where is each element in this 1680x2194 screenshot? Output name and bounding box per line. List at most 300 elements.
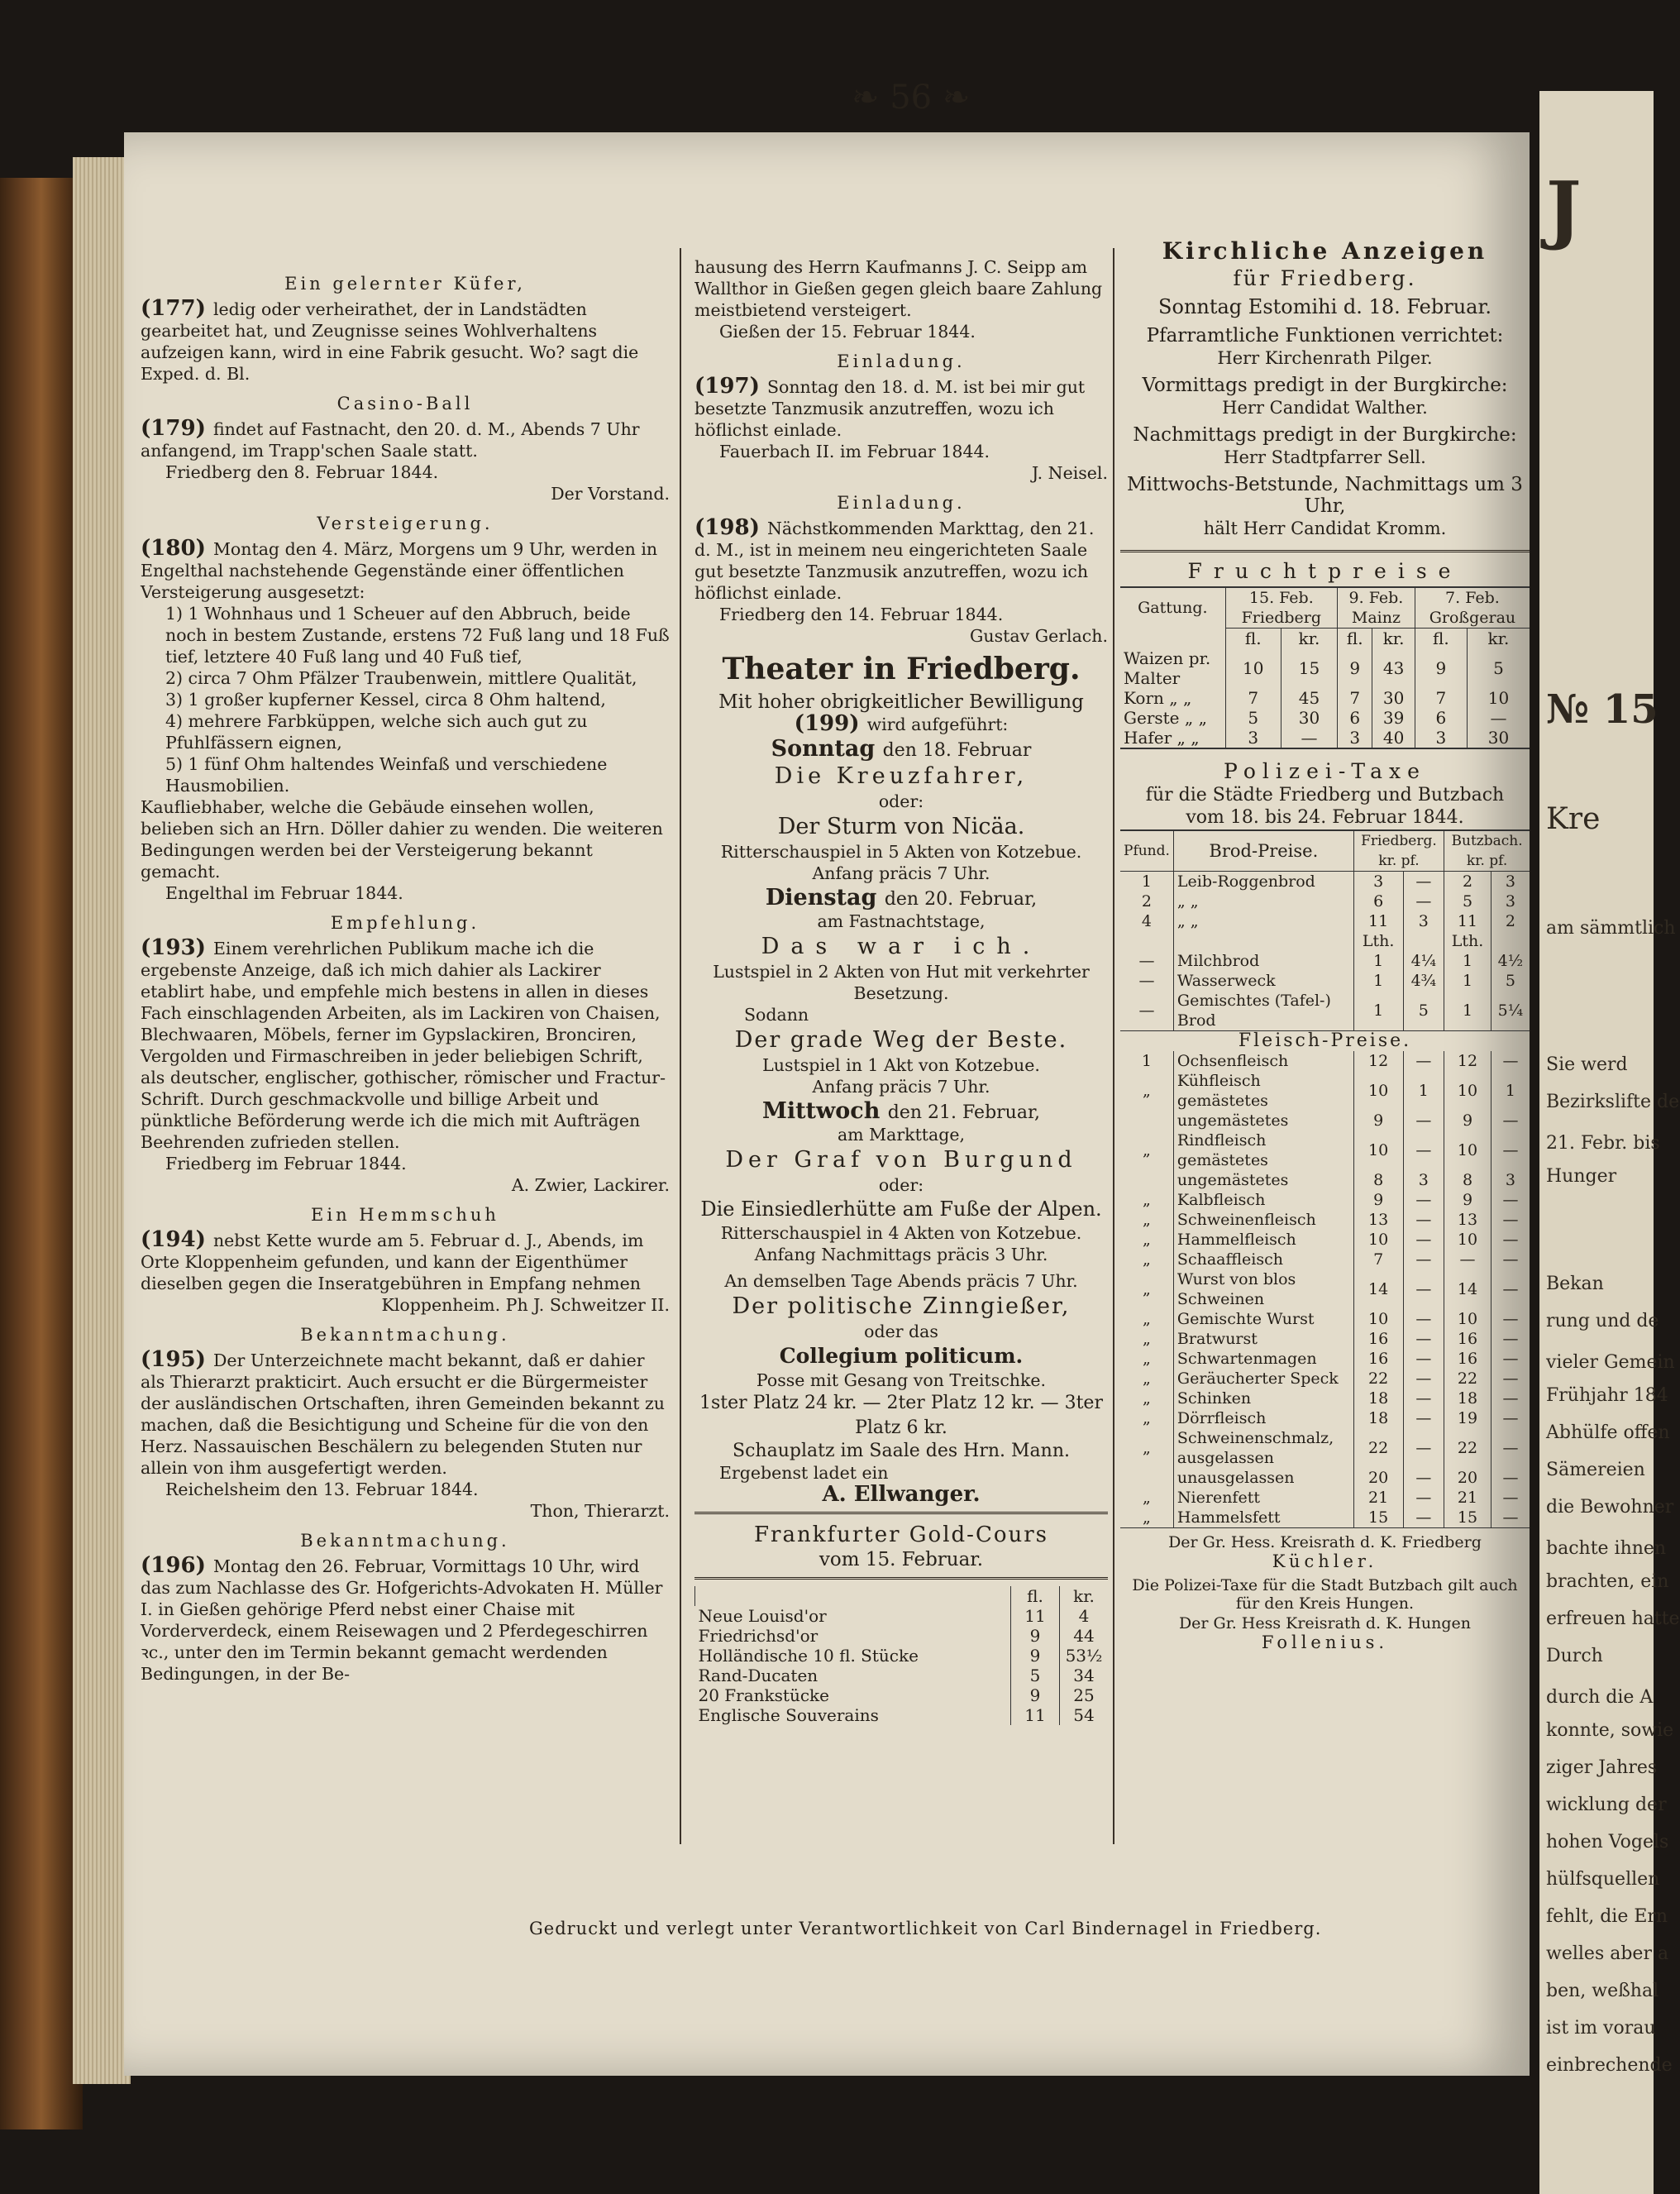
table-cell: 11 <box>1011 1705 1060 1725</box>
table-cell: — <box>1491 1190 1530 1210</box>
facing-page <box>1539 91 1680 2194</box>
table-cell: 1 <box>1444 991 1491 1031</box>
table-cell: — <box>1491 1428 1530 1468</box>
gold-date: vom 15. Februar. <box>819 1549 984 1570</box>
table-cell: 19 <box>1444 1408 1491 1428</box>
table-cell: — <box>1138 952 1155 970</box>
table-cell: 9 <box>1415 648 1467 688</box>
ad-heading: Casino-Ball <box>336 394 474 413</box>
play-title: Der politische Zinngießer, <box>732 1293 1071 1319</box>
table-cell: kr. <box>1281 629 1337 649</box>
facing-page-fragment: vieler Gemein <box>1546 1352 1675 1373</box>
performance-date: Dienstag den 20. Februar, <box>765 885 1038 911</box>
table-cell: — <box>1467 708 1530 728</box>
table-cell: „ <box>1143 1508 1151 1527</box>
table-cell: 9 <box>1353 1111 1403 1130</box>
table-cell: Friedrichsd'or <box>698 1626 819 1646</box>
theater-signature: A. Ellwanger. <box>822 1482 981 1507</box>
grain-price-table <box>1120 586 1530 749</box>
table-cell: — <box>1491 1230 1530 1250</box>
table-cell: — <box>1491 1488 1530 1508</box>
table-cell: 9 <box>1353 1190 1403 1210</box>
play-info: Lustspiel in 1 Akt von Kotzebue. <box>762 1055 1040 1075</box>
ad-text: (196) Montag den 26. Februar, Vormittags 10 Uhr, wird das zum Nachlasse des Gr. Hofgerichts-Advokaten H. Müller I. in Gießen gehörige Pferd nebst einer Chaise mit Vorderverdeck, einem Reisewagen und 2 Pferdegeschirren ꝛc., unter den im Termin bekannt gemacht werdenden Bedingungen, in der Be- <box>141 1553 663 1684</box>
grain-title: Fruchtpreise <box>1187 559 1463 583</box>
play-title: Der grade Weg der Beste. <box>734 1027 1068 1053</box>
table-cell: 22 <box>1444 1428 1491 1468</box>
table-cell <box>1173 931 1353 951</box>
table-cell: — <box>1403 1369 1444 1389</box>
gold-table <box>694 1586 1108 1725</box>
table-cell: — <box>1403 1051 1444 1071</box>
table-cell: 4 <box>1141 912 1152 930</box>
official-signature: Der Gr. Hess. Kreisrath d. K. Friedberg <box>1168 1533 1482 1551</box>
facing-page-fragment: die Bewohner <box>1546 1497 1674 1518</box>
table-cell: Schaaffleisch <box>1173 1250 1353 1269</box>
play-title: Der Graf von Burgund <box>725 1147 1077 1173</box>
table-row <box>1120 1488 1530 1508</box>
table-cell: „ <box>1143 1369 1151 1388</box>
column-rule-1 <box>680 248 681 1844</box>
table-row <box>1120 1329 1530 1349</box>
ad-dateline: Fauerbach II. im Februar 1844. <box>719 442 990 461</box>
ad-number: (193) <box>141 935 213 960</box>
table-cell: 10 <box>1444 1130 1491 1170</box>
facing-page-fragment: Durch <box>1546 1646 1603 1666</box>
ticket-prices: 1ster Platz 24 kr. — 2ter Platz 12 kr. — 3ter Platz 6 kr. <box>699 1393 1103 1438</box>
table-cell: 11 <box>1353 911 1403 931</box>
table-cell: 22 <box>1353 1428 1403 1468</box>
table-cell: „ <box>1143 1141 1151 1159</box>
ad-dateline: Gießen der 15. Februar 1844. <box>719 322 976 342</box>
table-row <box>1120 1210 1530 1230</box>
facing-page-fragment: brachten, ein <box>1546 1571 1669 1592</box>
table-cell: 3 <box>1403 911 1444 931</box>
connector: Sodann <box>744 1005 809 1025</box>
table-cell: — <box>1491 1389 1530 1408</box>
table-row <box>1120 1130 1530 1170</box>
table-header-cell: fl. <box>1011 1586 1060 1606</box>
ad-heading: Einladung. <box>837 351 966 371</box>
table-cell: ungemästetes <box>1173 1170 1353 1190</box>
table-cell: Englische Souverains <box>698 1705 879 1725</box>
table-cell: kr. <box>1372 629 1415 649</box>
table-cell: — <box>1403 1250 1444 1269</box>
police-tax-line: vom 18. bis 24. Februar 1844. <box>1186 807 1464 828</box>
table-row <box>1120 708 1530 728</box>
facing-page-fragment: Bekan <box>1546 1274 1604 1294</box>
table-cell: 44 <box>1060 1626 1109 1646</box>
table-cell: 3 <box>1491 1170 1530 1190</box>
table-header-cell: Pfund. <box>1120 830 1173 872</box>
table-cell: 12 <box>1444 1051 1491 1071</box>
table-cell: „ <box>1143 1082 1151 1100</box>
table-cell: Lth. <box>1353 931 1403 951</box>
table-row <box>1120 911 1530 931</box>
divider <box>694 1577 1108 1580</box>
facing-page-fragment: J <box>1546 165 1582 253</box>
table-cell: „ „ <box>1173 911 1353 931</box>
ad-dateline: Friedberg den 14. Februar 1844. <box>719 605 1004 624</box>
play-title: Der Sturm von Nicäa. <box>777 814 1025 839</box>
play-title: Die Einsiedlerhütte am Fuße der Alpen. <box>700 1197 1102 1221</box>
table-cell: 1 <box>1141 1052 1152 1070</box>
table-cell: „ <box>1143 1439 1151 1457</box>
table-cell: 16 <box>1444 1349 1491 1369</box>
table-cell: 14 <box>1444 1269 1491 1309</box>
table-cell: Holländische 10 fl. Stücke <box>698 1646 919 1666</box>
table-cell: 10 <box>1353 1130 1403 1170</box>
table-cell: Lth. <box>1444 931 1491 951</box>
official-name: Küchler. <box>1272 1551 1378 1571</box>
facing-page-fragment: Abhülfe offen <box>1546 1422 1670 1443</box>
ad-heading: Bekanntmachung. <box>300 1325 510 1345</box>
ad-number: (197) <box>694 374 767 399</box>
ad-number: (198) <box>694 515 767 540</box>
table-row <box>1120 991 1530 1031</box>
table-cell <box>1491 931 1530 951</box>
table-cell: Kühfleisch gemästetes <box>1173 1071 1353 1111</box>
table-cell: Wasserweck <box>1173 971 1353 991</box>
facing-page-fragment: rung und de <box>1546 1311 1659 1331</box>
section-title: Fleisch-Preise. <box>1120 1031 1530 1052</box>
church-subtitle: für Friedberg. <box>1233 266 1417 290</box>
table-cell: 11 <box>1011 1606 1060 1626</box>
table-cell: Hammelsfett <box>1173 1508 1353 1528</box>
table-cell: 30 <box>1372 688 1415 708</box>
table-row <box>1120 1071 1530 1111</box>
table-cell: 1 <box>1353 951 1403 971</box>
table-cell: — <box>1491 1329 1530 1349</box>
table-cell: — <box>1403 1389 1444 1408</box>
ad-text: Kaufliebhaber, welche die Gebäude einsehen wollen, belieben sich an Hrn. Döller dahier zu wenden. Die weiteren Bedingungen werden bei der Versteigerung bekannt gemacht. <box>141 797 663 882</box>
table-cell: — <box>1491 1309 1530 1329</box>
table-row <box>695 1685 1109 1705</box>
table-cell: Schweinenfleisch <box>1173 1210 1353 1230</box>
table-cell: — <box>1403 1269 1444 1309</box>
ad-dateline: Friedberg im Februar 1844. <box>165 1154 407 1173</box>
table-cell: — <box>1403 1309 1444 1329</box>
table-cell: „ <box>1143 1191 1151 1209</box>
facing-page-fragment: am sämmtlich <box>1546 918 1676 939</box>
ad-signature: Gustav Gerlach. <box>970 626 1108 646</box>
facing-page-fragment: fehlt, die Ern <box>1546 1906 1668 1927</box>
table-cell: 10 <box>1444 1230 1491 1250</box>
table-row <box>695 1626 1109 1646</box>
table-cell: — <box>1403 1230 1444 1250</box>
play-time: Anfang Nachmittags präcis 3 Uhr. <box>754 1245 1048 1264</box>
list-item: 1) 1 Wohnhaus und 1 Scheuer auf den Abbruch, beide noch in bestem Zustande, erstens 72 Fuß lang und 18 Fuß tief, letztere 40 Fuß lang und 40 Fuß tief, <box>165 604 670 667</box>
table-cell: 2 <box>1141 892 1152 911</box>
ad-dateline: Reichelsheim den 13. Februar 1844. <box>165 1479 479 1499</box>
performance-note: am Fastnachtstage, <box>817 911 986 931</box>
facing-page-fragment: welles aber a <box>1546 1943 1669 1964</box>
facing-page-fragment: Sämereien <box>1546 1460 1645 1480</box>
ad-number: (194) <box>141 1227 213 1252</box>
table-cell: 20 <box>1353 1468 1403 1488</box>
performance-note: am Markttage, <box>837 1125 966 1145</box>
divider <box>1120 550 1530 552</box>
table-row <box>1120 1408 1530 1428</box>
ad-text: (197) Sonntag den 18. d. M. ist bei mir gut besetzte Tanzmusik anzutreffen, wozu ich höflichst einlade. <box>694 374 1086 440</box>
table-cell: 5 <box>1444 891 1491 911</box>
theater-line: (199) wird aufgeführt: <box>794 711 1009 736</box>
table-cell: — <box>1491 1250 1530 1269</box>
table-cell: — <box>1403 1349 1444 1369</box>
table-cell: 4¾ <box>1403 971 1444 991</box>
church-line: Vormittags predigt in der Burgkirche: <box>1142 375 1508 396</box>
table-cell: 18 <box>1353 1389 1403 1408</box>
table-cell: 3 <box>1491 872 1530 892</box>
table-cell: 3 <box>1403 1170 1444 1190</box>
facing-page-fragment: 21. Febr. bis <box>1546 1133 1660 1154</box>
table-row <box>1120 931 1530 951</box>
table-header-cell: kr. <box>1060 1586 1109 1606</box>
facing-page-fragment: hülfsquellen <box>1546 1869 1660 1890</box>
table-row <box>1120 1349 1530 1369</box>
table-cell: 5 <box>1011 1666 1060 1685</box>
table-cell: Ochsenfleisch <box>1173 1051 1353 1071</box>
table-cell: — <box>1491 1369 1530 1389</box>
table-cell: ungemästetes <box>1173 1111 1353 1130</box>
table-cell: „ „ <box>1173 891 1353 911</box>
table-header-cell: 15. Feb. Friedberg <box>1225 587 1337 629</box>
weekday: Sonntag <box>771 736 883 762</box>
facing-page-fragment: einbrechende <box>1546 2055 1673 2076</box>
ad-text: (193) Einem verehrlichen Publikum mache ich die ergebenste Anzeige, daß ich mich dahier als Lackirer etablirt habe, und empfehle mich bestens in allen in dieses Fach einschlagenden Arbeiten, als im Lackiren von Chaisen, Blechwaaren, Möbels, ferner im Gypslackiren, Bronciren, Vergolden und Firmaschreiben in jeder beliebigen Schrift, als deutscher, englischer, gothischer, römischer und Fractur-Schrift. Durch geschmackvolle und billige Arbeit und pünktliche Beförderung werde ich die mich mit Aufträgen Beehrenden zufrieden stellen. <box>141 935 666 1152</box>
police-tax-title: Polizei-Taxe <box>1224 759 1426 783</box>
table-cell: 1 <box>1141 872 1152 891</box>
table-cell: 13 <box>1353 1210 1403 1230</box>
table-cell: 4¼ <box>1403 951 1444 971</box>
table-cell: — <box>1403 872 1444 892</box>
table-cell: — <box>1403 1468 1444 1488</box>
facing-page-fragment: Kre <box>1546 802 1601 836</box>
table-cell: 22 <box>1444 1369 1491 1389</box>
page-number: ❧ 56 ❧ <box>852 79 971 117</box>
table-cell: — <box>1403 1408 1444 1428</box>
section-row <box>1120 1031 1530 1052</box>
table-cell: 7 <box>1225 688 1281 708</box>
ad-signature: J. Neisel. <box>1031 463 1108 483</box>
table-cell: Gemischte Wurst <box>1173 1309 1353 1329</box>
table-cell: 30 <box>1467 728 1530 748</box>
table-cell: 6 <box>1415 708 1467 728</box>
table-cell: „ <box>1143 1250 1151 1269</box>
facing-page-fragment: wicklung der <box>1546 1795 1667 1815</box>
ad-number: (179) <box>141 416 213 441</box>
theater-line: Mit hoher obrigkeitlicher Bewilligung <box>718 691 1084 713</box>
table-row <box>695 1666 1109 1685</box>
table-cell: 1 <box>1353 971 1403 991</box>
list-item: 4) mehrere Farbküppen, welche sich auch gut zu Pfuhlfässern eignen, <box>165 711 588 753</box>
table-cell: „ <box>1143 1280 1151 1298</box>
table-cell: 9 <box>1338 648 1372 688</box>
page-edges <box>73 157 131 2084</box>
table-cell: 22 <box>1353 1369 1403 1389</box>
table-row <box>1120 1309 1530 1329</box>
table-cell: — <box>1444 1250 1491 1269</box>
table-cell <box>1403 931 1444 951</box>
table-header-cell: 9. Feb. Mainz <box>1338 587 1415 629</box>
table-row <box>1120 891 1530 911</box>
table-cell: „ <box>1143 1409 1151 1427</box>
table-cell: Rand-Ducaten <box>698 1666 819 1685</box>
table-cell: 7 <box>1338 688 1372 708</box>
table-cell: 4 <box>1060 1606 1109 1626</box>
table-cell: 13 <box>1444 1210 1491 1230</box>
table-cell: 18 <box>1444 1389 1491 1408</box>
ad-heading: Einladung. <box>837 493 966 513</box>
ad-text: (180) Montag den 4. März, Morgens um 9 Uhr, werden in Engelthal nachstehende Gegenstände einer öffentlichen Versteigerung ausgesetzt: <box>141 536 658 602</box>
table-cell: 45 <box>1281 688 1337 708</box>
table-cell: 21 <box>1444 1488 1491 1508</box>
list-item: 3) 1 großer kupferner Kessel, circa 8 Ohm haltend, <box>165 690 606 710</box>
table-cell: 10 <box>1225 648 1281 688</box>
facing-page-fragment: hohen Vogels <box>1546 1832 1669 1852</box>
facing-page-fragment: durch die A <box>1546 1687 1654 1708</box>
table-cell: Geräucherter Speck <box>1173 1369 1353 1389</box>
table-header-cell: Gattung. <box>1138 599 1208 618</box>
table-cell: — <box>1403 891 1444 911</box>
table-cell: 15 <box>1281 648 1337 688</box>
table-cell: „ <box>1143 1310 1151 1328</box>
table-row <box>1120 1051 1530 1071</box>
play-info: Ritterschauspiel in 4 Akten von Kotzebue. <box>720 1223 1082 1243</box>
ad-text: hausung des Herrn Kaufmanns J. C. Seipp am Wallthor in Gießen gegen gleich baare Zahlung meistbietend versteigert. <box>694 257 1103 320</box>
table-row <box>695 1646 1109 1666</box>
table-cell: 6 <box>1338 708 1372 728</box>
ad-text: (195) Der Unterzeichnete macht bekannt, daß er dahier als Thierarzt prakticirt. Auch ersucht er die Bürgermeister der ausländischen Ortschaften, ihren Gemeinden bekannt zu machen, daß die Besichtigung und Scheine für die von den Herz. Nassauischen Beschälern zu belegenden Stuten nur allein von ihm ausgefertigt werden. <box>141 1347 665 1478</box>
divider <box>694 1512 1108 1514</box>
table-row <box>1120 648 1530 688</box>
table-header-row <box>1120 830 1530 872</box>
table-cell: — <box>1403 1488 1444 1508</box>
ad-text: (194) nebst Kette wurde am 5. Februar d. J., Abends, im Orte Kloppenheim gefunden, und kann der Eigenthümer dieselben gegen die Inseratgebühren in Empfang nehmen <box>141 1227 644 1293</box>
table-cell: fl. <box>1338 629 1372 649</box>
official-signature: Der Gr. Hess Kreisrath d. K. Hungen <box>1178 1614 1472 1632</box>
table-row <box>1120 951 1530 971</box>
invitation: Ergebenst ladet ein <box>719 1463 889 1483</box>
table-cell: 3 <box>1415 728 1467 748</box>
table-header-cell <box>695 1586 1011 1606</box>
table-cell: — <box>1403 1130 1444 1170</box>
table-cell: 5 <box>1225 708 1281 728</box>
ad-text: (198) Nächstkommenden Markttag, den 21. d. M., ist in meinem neu eingerichteten Saale gut besetzte Tanzmusik anzutreffen, wozu ich höflichst einlade. <box>694 515 1095 603</box>
table-row <box>1120 728 1530 748</box>
play-info: Posse mit Gesang von Treitschke. <box>756 1370 1047 1390</box>
table-cell: — <box>1403 1329 1444 1349</box>
table-cell: 4½ <box>1491 951 1530 971</box>
table-cell: — <box>1491 1349 1530 1369</box>
table-cell: fl. <box>1225 629 1281 649</box>
table-cell <box>1120 1468 1173 1488</box>
ad-heading: Ein gelernter Küfer, <box>284 274 526 294</box>
ad-heading: Bekanntmachung. <box>300 1531 510 1551</box>
table-header-cell: Brod-Preise. <box>1173 830 1353 872</box>
book-spine <box>0 178 83 2129</box>
play-title: Collegium politicum. <box>779 1344 1024 1368</box>
facing-page-fragment: Hunger <box>1546 1166 1617 1187</box>
table-cell: — <box>1138 1001 1155 1020</box>
table-cell: 8 <box>1353 1170 1403 1190</box>
table-cell: — <box>1491 1111 1530 1130</box>
table-cell <box>1120 1170 1173 1190</box>
table-cell: 7 <box>1353 1250 1403 1269</box>
church-title: Kirchliche Anzeigen <box>1162 237 1488 265</box>
play-info: Lustspiel in 2 Akten von Hut mit verkehrter Besetzung. <box>713 962 1090 1003</box>
table-cell <box>1120 931 1173 951</box>
table-cell: — <box>1281 728 1337 748</box>
table-row <box>1120 1508 1530 1528</box>
column-1 <box>141 265 670 1685</box>
facing-page-fragment: ben, weßhal <box>1546 1981 1659 2001</box>
table-cell: 10 <box>1353 1230 1403 1250</box>
table-row <box>1120 1468 1530 1488</box>
table-cell: 30 <box>1281 708 1337 728</box>
table-cell: 2 <box>1444 872 1491 892</box>
table-cell: 16 <box>1353 1329 1403 1349</box>
official-name: Follenius. <box>1261 1632 1389 1652</box>
police-tax-note: Die Polizei-Taxe für die Stadt Butzbach gilt auch für den Kreis Hungen. <box>1132 1576 1518 1613</box>
ad-number: (180) <box>141 536 213 561</box>
table-cell: Neue Louisd'or <box>698 1606 827 1626</box>
table-cell: 53½ <box>1060 1646 1109 1666</box>
table-cell: — <box>1403 1210 1444 1230</box>
table-cell: 10 <box>1353 1071 1403 1111</box>
table-row <box>1120 872 1530 892</box>
table-cell: 3 <box>1225 728 1281 748</box>
play-time: An demselben Tage Abends präcis 7 Uhr. <box>724 1271 1078 1291</box>
facing-page-fragment: Frühjahr 184 <box>1546 1385 1668 1406</box>
church-date: Sonntag Estomihi d. 18. Februar. <box>1158 295 1491 318</box>
table-row <box>1120 1230 1530 1250</box>
table-cell: Schwartenmagen <box>1173 1349 1353 1369</box>
table-row <box>1120 1269 1530 1309</box>
ad-number: (196) <box>141 1553 213 1578</box>
gold-title: Frankfurter Gold-Cours <box>753 1522 1049 1547</box>
table-row <box>1120 1250 1530 1269</box>
facing-page-fragment: Sie werd <box>1546 1054 1628 1075</box>
church-line: Mittwochs-Betstunde, Nachmittags um 3 Uhr, <box>1127 474 1523 517</box>
table-cell: Schweinenschmalz, ausgelassen <box>1173 1428 1353 1468</box>
table-cell <box>1120 629 1225 649</box>
facing-page-fragment: bachte ihnen <box>1546 1538 1667 1559</box>
table-cell: 10 <box>1467 688 1530 708</box>
ad-signature: Thon, Thierarzt. <box>530 1501 670 1521</box>
table-row <box>1120 1428 1530 1468</box>
table-cell: — <box>1491 1269 1530 1309</box>
church-officiant: Herr Kirchenrath Pilger. <box>1217 348 1433 368</box>
ad-signature: Kloppenheim. Ph J. Schweitzer II. <box>381 1295 670 1315</box>
table-cell: „ <box>1143 1350 1151 1368</box>
table-cell: — <box>1403 1111 1444 1130</box>
performance-date: Mittwoch den 21. Februar, <box>761 1098 1041 1124</box>
imprint-footer: Gedruckt und verlegt unter Verantwortlichkeit von Carl Bindernagel in Friedberg. <box>529 1919 1322 1938</box>
list-item: 5) 1 fünf Ohm haltendes Weinfaß und verschiedene Hausmobilien. <box>165 754 608 796</box>
table-cell: 1 <box>1491 1071 1530 1111</box>
table-cell: 1 <box>1353 991 1403 1031</box>
table-row <box>1120 1111 1530 1130</box>
facing-page-fragment: № 15 <box>1546 686 1659 733</box>
church-line: Nachmittags predigt in der Burgkirche: <box>1133 424 1517 446</box>
table-cell: Kalbfleisch <box>1173 1190 1353 1210</box>
ad-number: (199) <box>794 711 867 736</box>
table-header-row <box>695 1586 1109 1606</box>
column-rule-2 <box>1113 248 1114 1844</box>
table-cell: — <box>1491 1468 1530 1488</box>
table-cell: 40 <box>1372 728 1415 748</box>
